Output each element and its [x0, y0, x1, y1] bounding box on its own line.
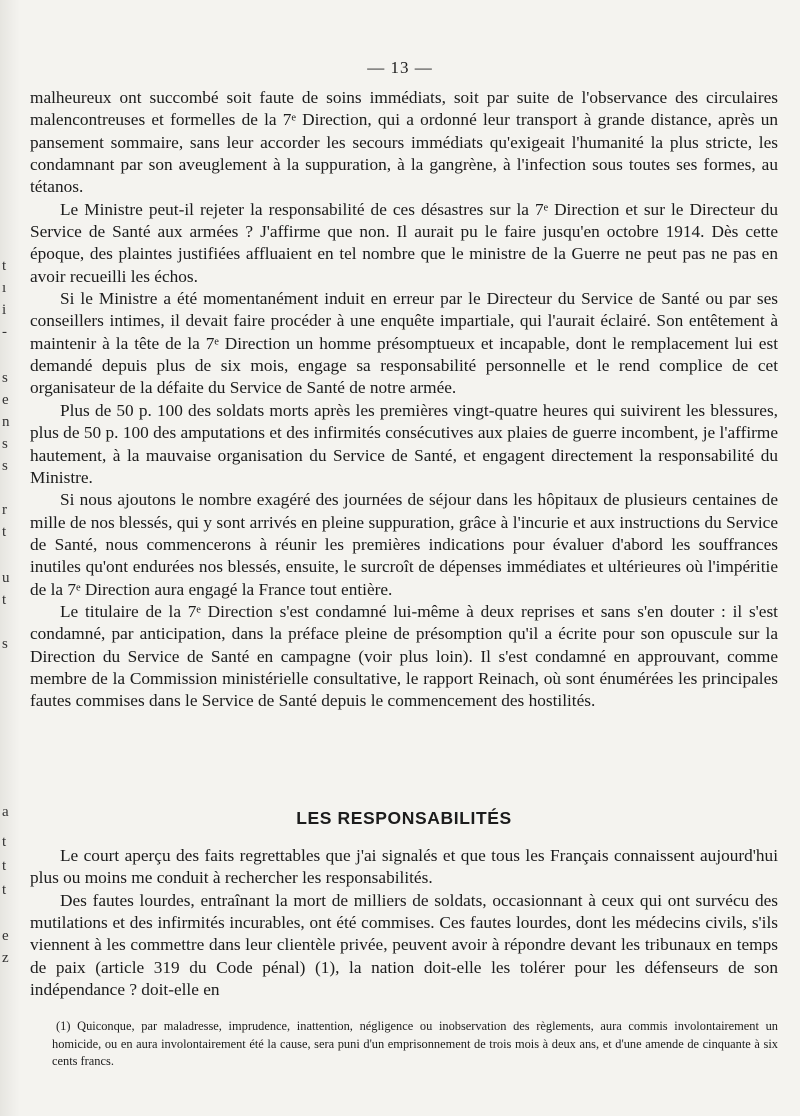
body-paragraph: Plus de 50 p. 100 des soldats morts après les premières vingt-quatre heures qui suivirent les blessures, plus de 50 p. 100 des amputations et des infirmités consécutives aux plaies de guerre incombent, je l'affirme hautement, à la mauvaise organisation du Service de Santé, et engagent directement la responsabilité du Ministre.	[30, 400, 778, 487]
body-paragraph: Si le Ministre a été momentanément induit en erreur par le Directeur du Service de Santé ou par ses conseillers intimes, il devait faire procéder à une enquête impartiale, qui l'aurait éclairé. Son entêtement à maintenir à la tête de la 7ᵉ Direction un homme présomptueux et incapable, dont le remplacement lui est demandé depuis plus de six mois, engage sa responsabilité personnelle et le rend complice de cet organisateur de la défaite du Service de Santé de notre armée.	[30, 289, 778, 398]
section-text	[30, 845, 778, 1001]
body-paragraph: Le titulaire de la 7ᵉ Direction s'est condamné lui-même à deux reprises et sans s'en douter : il s'est condamné, par anticipation, dans la préface pleine de présomption qu'il a écrite pour son opuscule sur la Direction du Service de Santé en campagne (voir plus loin). Il s'est condamné en approuvant, comme membre de la Commission ministérielle consultative, le rapport Reinach, où sont énumérées les principales fautes commises dans le Service de Santé depuis le commencement des hostilités.	[30, 601, 778, 711]
margin-fragment: s	[2, 436, 8, 452]
section-heading: LES RESPONSABILITÉS	[296, 808, 512, 828]
body-paragraph: Le Ministre peut-il rejeter la responsabilité de ces désastres sur la 7ᵉ Direction et sur le Directeur du Service de Santé aux armées ? J'affirme que non. Il aurait pu le faire jusqu'en octobre 1914. Dès cette époque, des plaintes justifiées affluaient en tel nombre que le ministre de la Guerre ne peut pas ne pas en avoir recueilli les échos.	[30, 199, 778, 286]
body-paragraph: Si nous ajoutons le nombre exagéré des journées de séjour dans les hôpitaux de plusieurs centaines de mille de nos blessés, qui y sont arrivés en pleine suppuration, grâce à l'incurie et aux instructions du Service de Santé, nous commencerons à réunir les premières indications pour évaluer d'abord les souffrances inutiles qu'ont endurées nos blessés, ensuite, le surcroît de dépenses immédiates et ultérieures où l'impéritie de la 7ᵉ Direction aura engagé la France tout entière.	[30, 490, 778, 599]
margin-fragment: e	[2, 392, 9, 408]
margin-fragment: s	[2, 458, 8, 474]
left-page-margin	[0, 0, 20, 1116]
margin-fragment: t	[2, 524, 7, 540]
margin-fragment: t	[2, 882, 7, 898]
margin-fragment: a	[2, 804, 9, 820]
margin-fragment: r	[2, 502, 7, 518]
margin-fragment: n	[2, 414, 10, 430]
margin-fragment: s	[2, 370, 8, 386]
margin-fragment: e	[2, 928, 9, 944]
margin-fragment: t	[2, 834, 7, 850]
margin-fragment: i	[2, 302, 7, 318]
margin-fragment: t	[2, 592, 7, 608]
margin-fragment: t	[2, 258, 7, 274]
margin-fragment: -	[2, 324, 7, 340]
body-text	[30, 87, 778, 713]
footnote-text: (1) Quiconque, par maladresse, imprudence, inattention, négligence ou inobservation des règlements, aura commis involontairement un homicide, ou en aura involontairement été la cause, sera puni d'un emprisonnement de trois mois à deux ans, et d'une amende de cinquante à six cents francs.	[52, 1019, 778, 1068]
margin-fragment: u	[2, 570, 10, 586]
margin-fragment: t	[2, 858, 7, 874]
margin-fragment: s	[2, 636, 8, 652]
section-paragraph: Des fautes lourdes, entraînant la mort de milliers de soldats, occasionnant à ceux qui ont survécu des mutilations et des infirmités incurables, ont été commises. Ces fautes lourdes, dont les médecins civils, s'ils viennent à les commettre dans leur clientèle privée, peuvent avoir à répondre devant les tribunaux en temps de paix (article 319 du Code pénal) (1), la nation doit-elle les tolérer pour les défenseurs de son indépendance ? doit-elle en	[30, 890, 778, 1000]
section-paragraph: Le court aperçu des faits regrettables que j'ai signalés et que tous les Français connaissent aujourd'hui plus ou moins me conduit à rechercher les responsabilités.	[30, 846, 778, 888]
margin-fragment: z	[2, 950, 9, 966]
footnote	[52, 1018, 778, 1071]
page-number: — 13 —	[367, 58, 433, 77]
body-paragraph: malheureux ont succombé soit faute de soins immédiats, soit par suite de l'observance des circulaires malencontreuses et formelles de la 7ᵉ Direction, qui a ordonné leur transport à grande distance, après un pansement sommaire, sans leur accorder les secours immédiats qu'exigeait l'humanité la plus stricte, les condamnant par son aveuglement à la suppuration, à la gangrène, à l'infection sous toutes ses formes, au tétanos.	[30, 88, 778, 197]
margin-fragment: ı	[2, 280, 7, 296]
